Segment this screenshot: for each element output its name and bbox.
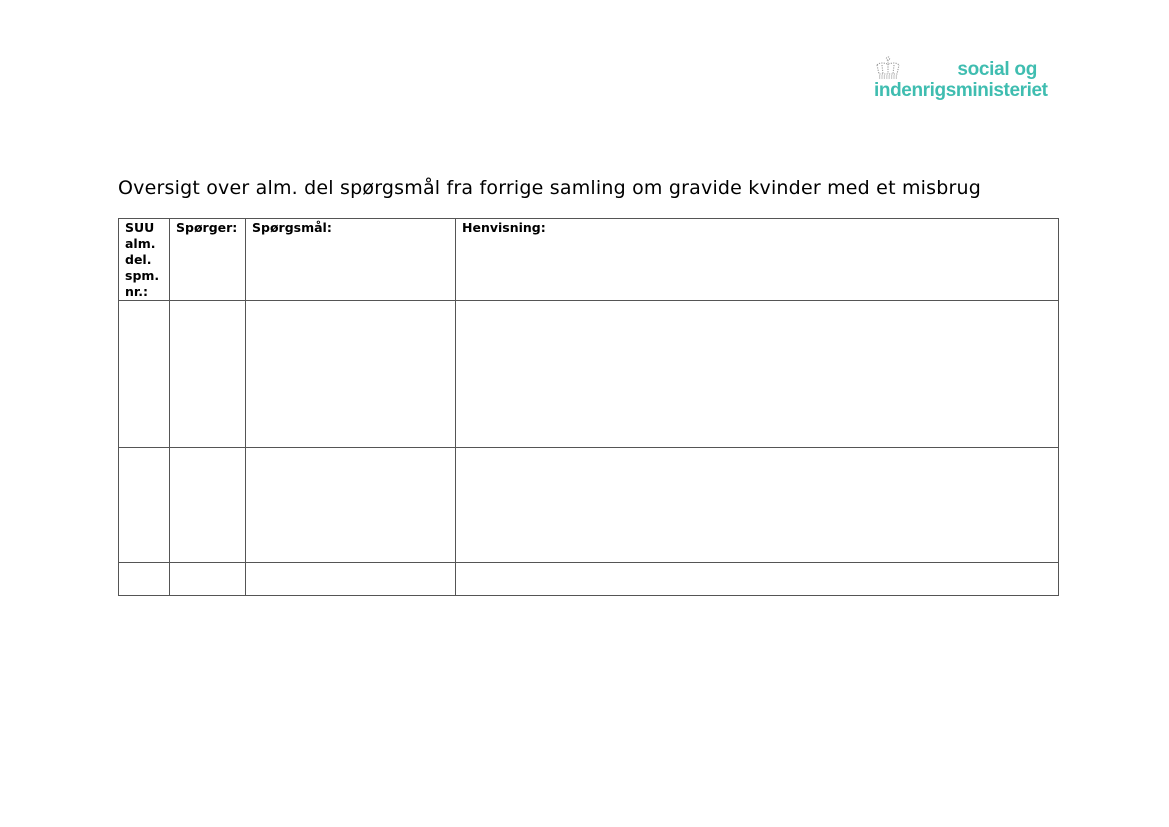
table-cell bbox=[119, 448, 170, 563]
table-cell bbox=[246, 448, 456, 563]
table-cell bbox=[456, 563, 1059, 596]
table-cell bbox=[246, 563, 456, 596]
header-reference: Henvisning: bbox=[456, 219, 1059, 301]
crown-icon bbox=[874, 56, 902, 80]
table-cell bbox=[170, 563, 246, 596]
header-asker: Spørger: bbox=[170, 219, 246, 301]
table-cell bbox=[456, 301, 1059, 448]
logo-text-line2: indenrigsministeriet bbox=[874, 80, 1048, 101]
document-title: Oversigt over alm. del spørgsmål fra forrige samling om gravide kvinder med et misbrug bbox=[118, 177, 982, 199]
table-cell bbox=[119, 563, 170, 596]
questions-table bbox=[118, 218, 1059, 596]
table-cell bbox=[456, 448, 1059, 563]
table-cell bbox=[246, 301, 456, 448]
header-question-number: SUU alm. del. spm. nr.: bbox=[119, 219, 170, 301]
table-cell bbox=[119, 301, 170, 448]
logo-text-line1: social og bbox=[957, 59, 1037, 80]
table-row bbox=[119, 448, 1059, 563]
table-cell bbox=[170, 301, 246, 448]
ministry-logo bbox=[872, 56, 1047, 104]
table-row bbox=[119, 563, 1059, 596]
table-cell bbox=[170, 448, 246, 563]
table-header-row bbox=[119, 219, 1059, 301]
table-row bbox=[119, 301, 1059, 448]
header-question: Spørgsmål: bbox=[246, 219, 456, 301]
